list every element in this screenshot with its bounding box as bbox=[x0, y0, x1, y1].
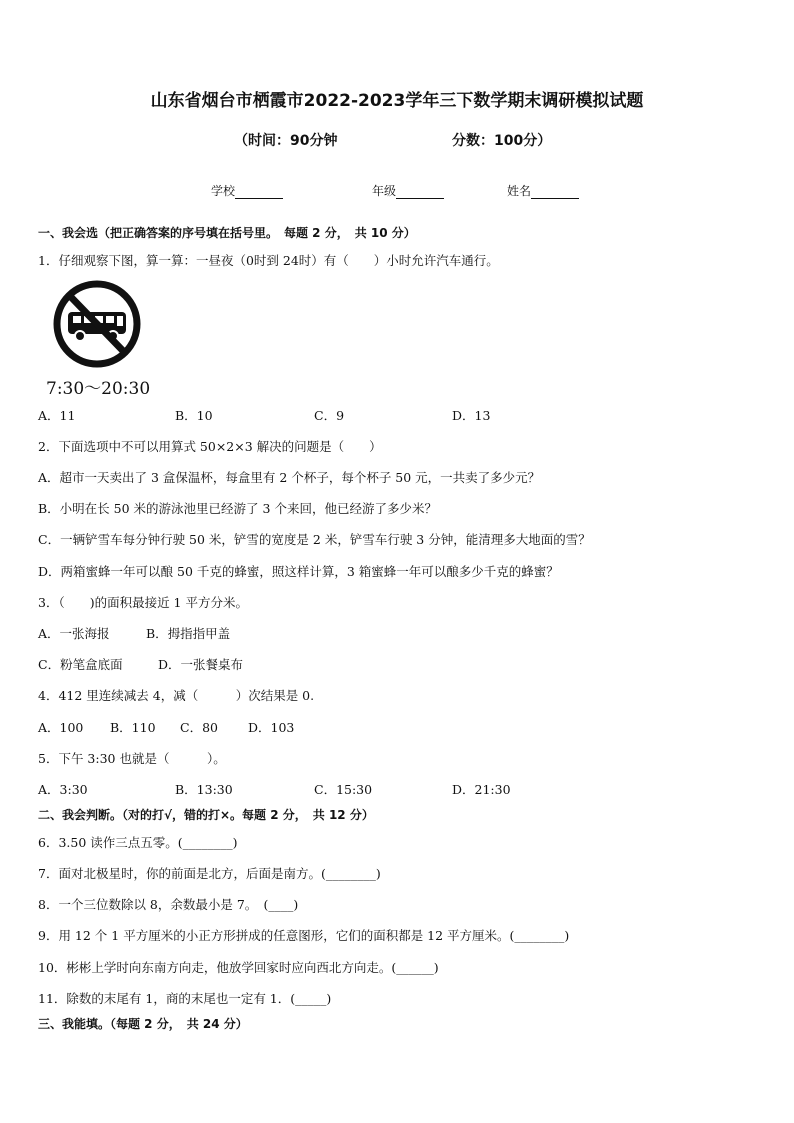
q1-option-c: C．9 bbox=[314, 408, 345, 423]
q5-option-d: D．21:30 bbox=[452, 782, 511, 797]
exam-score: 分数：100分） bbox=[452, 133, 552, 149]
q3-option-a: A．一张海报 bbox=[38, 626, 110, 641]
q2-option-c: C．一辆铲雪车每分钟行驶 50 米，铲雪的宽度是 2 米，铲雪车行驶 3 分钟，能清理多大地面的雪？ bbox=[38, 532, 591, 547]
q4-option-a: A．100 bbox=[38, 720, 84, 735]
question-4: 4．412 里连续减去 4，减（ ）次结果是 0. bbox=[38, 688, 315, 703]
judge-item-7: 7．面对北极星时，你的前面是北方，后面是南方。(________) bbox=[38, 866, 381, 881]
judge-item-10: 10．彬彬上学时向东南方向走，他放学回家时应向西北方向走。(______) bbox=[38, 960, 439, 975]
q1-option-b: B．10 bbox=[175, 408, 213, 423]
grade-label: 年级 bbox=[372, 184, 397, 198]
q3-option-b: B．拇指指甲盖 bbox=[146, 626, 231, 641]
section2-heading: 二、我会判断。（对的打√，错的打×。每题 2 分， 共 12 分） bbox=[38, 808, 374, 822]
q5-option-c: C．15:30 bbox=[314, 782, 373, 797]
q4-option-d: D．103 bbox=[248, 720, 295, 735]
grade-field bbox=[372, 182, 444, 199]
q2-option-d: D．两箱蜜蜂一年可以酿 50 千克的蜂蜜，照这样计算，3 箱蜜蜂一年可以酿多少千克的蜂蜜？ bbox=[38, 564, 559, 579]
exam-time: （时间：90分钟 bbox=[234, 133, 338, 149]
q4-option-b: B．110 bbox=[110, 720, 156, 735]
question-2: 2．下面选项中不可以用算式 50×2×3 解决的问题是（ ） bbox=[38, 439, 382, 454]
school-label: 学校 bbox=[211, 184, 236, 198]
school-blank bbox=[235, 186, 283, 199]
question-5: 5．下午 3:30 也就是（ ）。 bbox=[38, 751, 226, 766]
school-field bbox=[211, 182, 283, 199]
q3-option-d: D．一张餐桌布 bbox=[158, 657, 244, 672]
section1-heading: 一、我会选（把正确答案的序号填在括号里。 每题 2 分， 共 10 分） bbox=[38, 226, 416, 240]
no-vehicles-sign-icon bbox=[50, 280, 146, 370]
question-1: 1．仔细观察下图，算一算：一昼夜（0时到 24时）有（ ）小时允许汽车通行。 bbox=[38, 253, 499, 268]
q2-option-a: A．超市一天卖出了 3 盒保温杯，每盒里有 2 个杯子，每个杯子 50 元，一共卖了多少元？ bbox=[38, 470, 541, 485]
section3-heading: 三、我能填。（每题 2 分， 共 24 分） bbox=[38, 1017, 248, 1031]
name-blank bbox=[531, 186, 579, 199]
q5-option-a: A．3:30 bbox=[38, 782, 88, 797]
judge-item-9: 9．用 12 个 1 平方厘米的小正方形拼成的任意图形，它们的面积都是 12 平方厘米。(________) bbox=[38, 928, 570, 943]
q1-option-d: D．13 bbox=[452, 408, 491, 423]
name-label: 姓名 bbox=[507, 184, 532, 198]
judge-item-6: 6．3.50 读作三点五零。(________) bbox=[38, 835, 238, 850]
q1-option-a: A．11 bbox=[38, 408, 76, 423]
question-3: 3．（ )的面积最接近 1 平方分米。 bbox=[38, 595, 248, 610]
q3-option-c: C．粉笔盒底面 bbox=[38, 657, 123, 672]
q4-option-c: C．80 bbox=[180, 720, 218, 735]
judge-item-11: 11．除数的末尾有 1，商的末尾也一定有 1．(_____) bbox=[38, 991, 332, 1006]
q5-option-b: B．13:30 bbox=[175, 782, 233, 797]
page-title: 山东省烟台市栖霞市2022-2023学年三下数学期末调研模拟试题 bbox=[150, 91, 644, 111]
q2-option-b: B．小明在长 50 米的游泳池里已经游了 3 个来回，他已经游了多少米？ bbox=[38, 501, 437, 516]
name-field bbox=[507, 182, 579, 199]
grade-blank bbox=[396, 186, 444, 199]
sign-time-label: 7:30～20:30 bbox=[46, 379, 151, 399]
judge-item-8: 8．一个三位数除以 8，余数最小是 7。 (____) bbox=[38, 897, 299, 912]
